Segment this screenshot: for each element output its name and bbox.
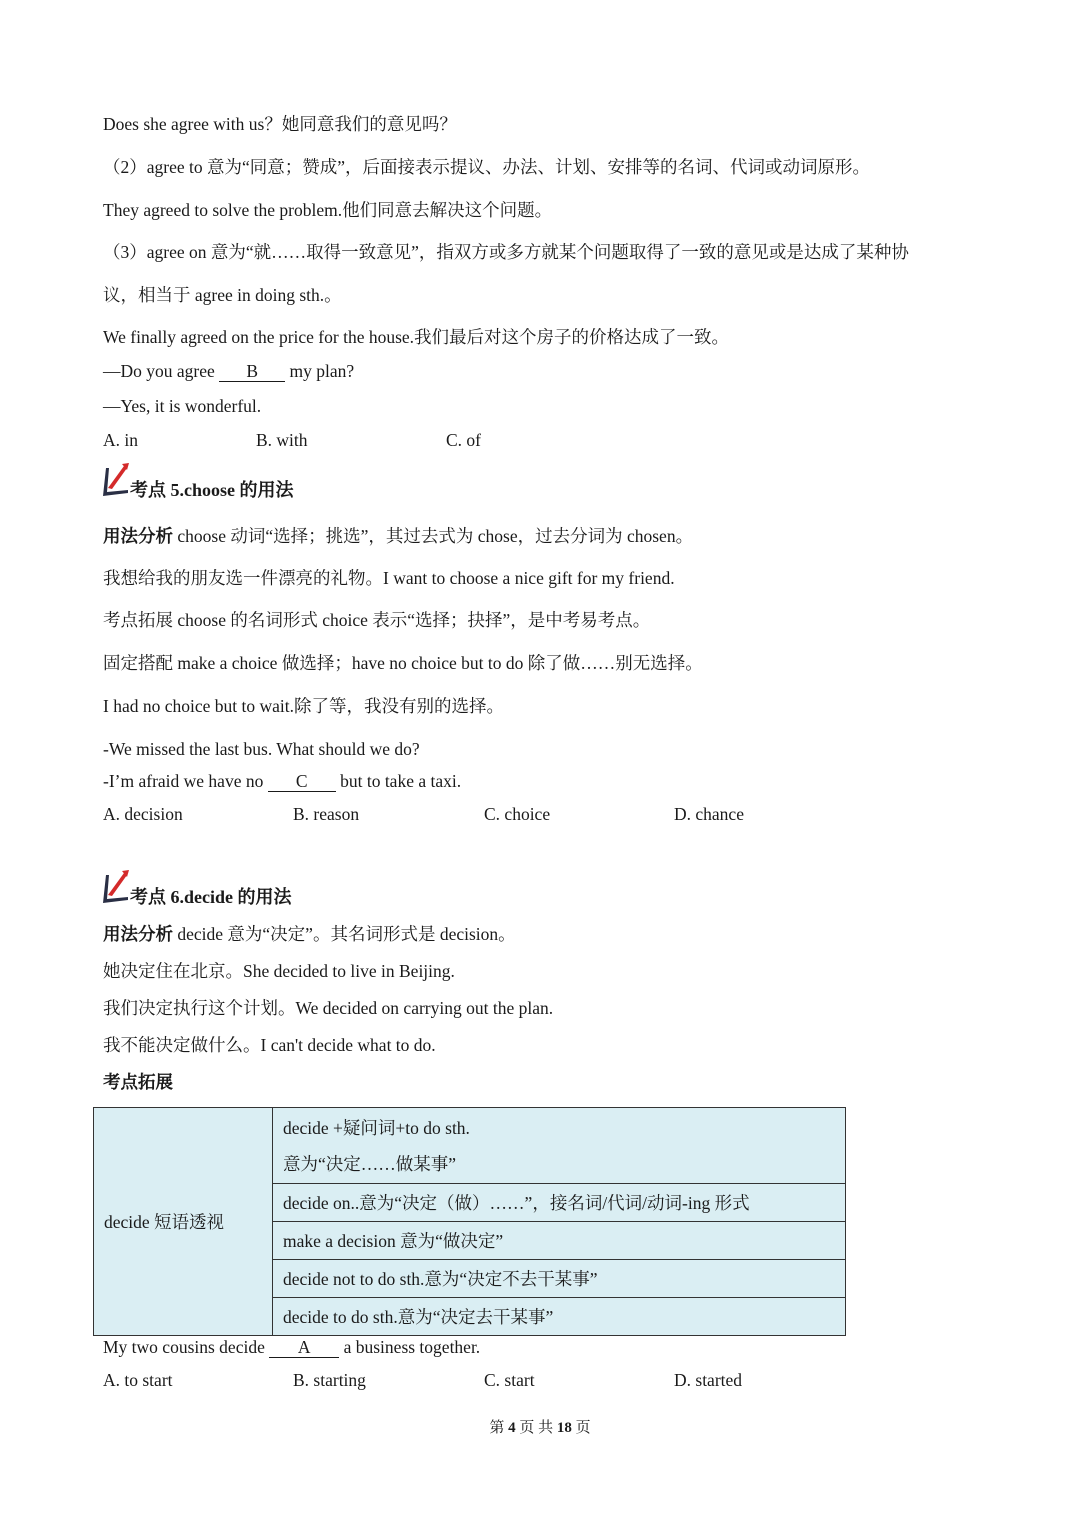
footer-text: 第 xyxy=(489,1420,509,1436)
fixed-collocation: 固定搭配 make a choice 做选择；have no choice but to do 除了做……别无选择。 xyxy=(103,653,703,673)
option-a: A. in xyxy=(103,430,138,450)
extension-label: 考点拓展 xyxy=(103,1072,173,1092)
option-d: D. started xyxy=(674,1370,743,1390)
usage-analysis xyxy=(103,524,693,548)
analysis-text: decide 意为“决定”。其名词形式是 decision。 xyxy=(173,924,516,944)
analysis-label: 用法分析 xyxy=(103,526,173,546)
example-line: I had no choice but to wait.除了等，我没有别的选择。 xyxy=(103,696,504,716)
question-prefix: -I’m afraid we have no xyxy=(103,771,268,791)
table-cell-line: 意为“决定……做某事” xyxy=(283,1153,457,1174)
section-title: 考点 6.decide 的用法 xyxy=(130,887,292,907)
footer-text: 页 共 xyxy=(515,1420,557,1436)
page-number: 4 xyxy=(508,1420,516,1436)
table-left-cell: decide 短语透视 xyxy=(94,1108,273,1336)
footer-text: 页 xyxy=(571,1420,591,1436)
table-cell xyxy=(273,1108,846,1184)
table-cell: decide on..意为“决定（做）……”，接名词/代词/动词-ing 形式 xyxy=(273,1184,846,1222)
text-line: 议，相当于 agree in doing sth.。 xyxy=(103,285,342,305)
example-line: 我不能决定做什么。I can't decide what to do. xyxy=(103,1035,436,1055)
answer-blank: A xyxy=(269,1337,339,1358)
option-c: C. of xyxy=(446,430,481,450)
answer-blank: B xyxy=(219,361,285,382)
question-line: -We missed the last bus. What should we do? xyxy=(103,739,420,759)
text-line: Does she agree with us？她同意我们的意见吗？ xyxy=(103,114,457,134)
page-total: 18 xyxy=(556,1420,572,1436)
question-prefix: —Do you agree xyxy=(103,361,220,381)
text-line: We finally agreed on the price for the house.我们最后对这个房子的价格达成了一致。 xyxy=(103,327,730,347)
table-cell: decide not to do sth.意为“决定不去干某事” xyxy=(273,1260,846,1298)
question-line xyxy=(103,359,354,383)
example-line: 我们决定执行这个计划。We decided on carrying out the plan. xyxy=(103,998,554,1018)
pen-marker-icon xyxy=(100,869,132,905)
option-a: A. decision xyxy=(103,804,183,824)
text-line: They agreed to solve the problem.他们同意去解决这个问题。 xyxy=(103,200,553,220)
question-suffix: a business together. xyxy=(339,1337,481,1357)
question-line xyxy=(103,1335,480,1359)
question-reply: —Yes, it is wonderful. xyxy=(103,396,262,416)
example-line: 我想给我的朋友选一件漂亮的礼物。I want to choose a nice gift for my friend. xyxy=(103,568,675,588)
table-cell: decide to do sth.意为“决定去干某事” xyxy=(273,1298,846,1336)
example-line: 她决定住在北京。She decided to live in Beijing. xyxy=(103,961,455,981)
pen-marker-icon xyxy=(100,462,132,498)
question-suffix: but to take a taxi. xyxy=(335,771,462,791)
text-line: （2）agree to 意为“同意；赞成”，后面接表示提议、办法、计划、安排等的名词、代词或动词原形。 xyxy=(103,157,871,177)
analysis-label: 用法分析 xyxy=(103,924,173,944)
question-line xyxy=(103,769,461,793)
analysis-text: choose 动词“选择；挑选”，其过去式为 chose，过去分词为 chosen。 xyxy=(173,526,694,546)
question-prefix: My two cousins decide xyxy=(103,1337,270,1357)
phrase-table xyxy=(93,1107,846,1336)
option-c: C. start xyxy=(484,1370,535,1390)
option-d: D. chance xyxy=(674,804,744,824)
table-cell-line: decide +疑问词+to do sth. xyxy=(283,1117,470,1138)
option-b: B. with xyxy=(256,430,308,450)
page-footer xyxy=(0,1416,1080,1437)
extension-line: 考点拓展 choose 的名词形式 choice 表示“选择；抉择”，是中考易考点。 xyxy=(103,610,651,630)
section-title: 考点 5.choose 的用法 xyxy=(130,480,294,500)
question-suffix: my plan? xyxy=(285,361,355,381)
option-b: B. starting xyxy=(293,1370,366,1390)
usage-analysis xyxy=(103,922,516,946)
text-line: （3）agree on 意为“就……取得一致意见”，指双方或多方就某个问题取得了一致的意见或是达成了某种协 xyxy=(103,242,909,262)
option-c: C. choice xyxy=(484,804,551,824)
option-b: B. reason xyxy=(293,804,360,824)
table-cell: make a decision 意为“做决定” xyxy=(273,1222,846,1260)
answer-blank: C xyxy=(268,771,336,792)
option-a: A. to start xyxy=(103,1370,173,1390)
